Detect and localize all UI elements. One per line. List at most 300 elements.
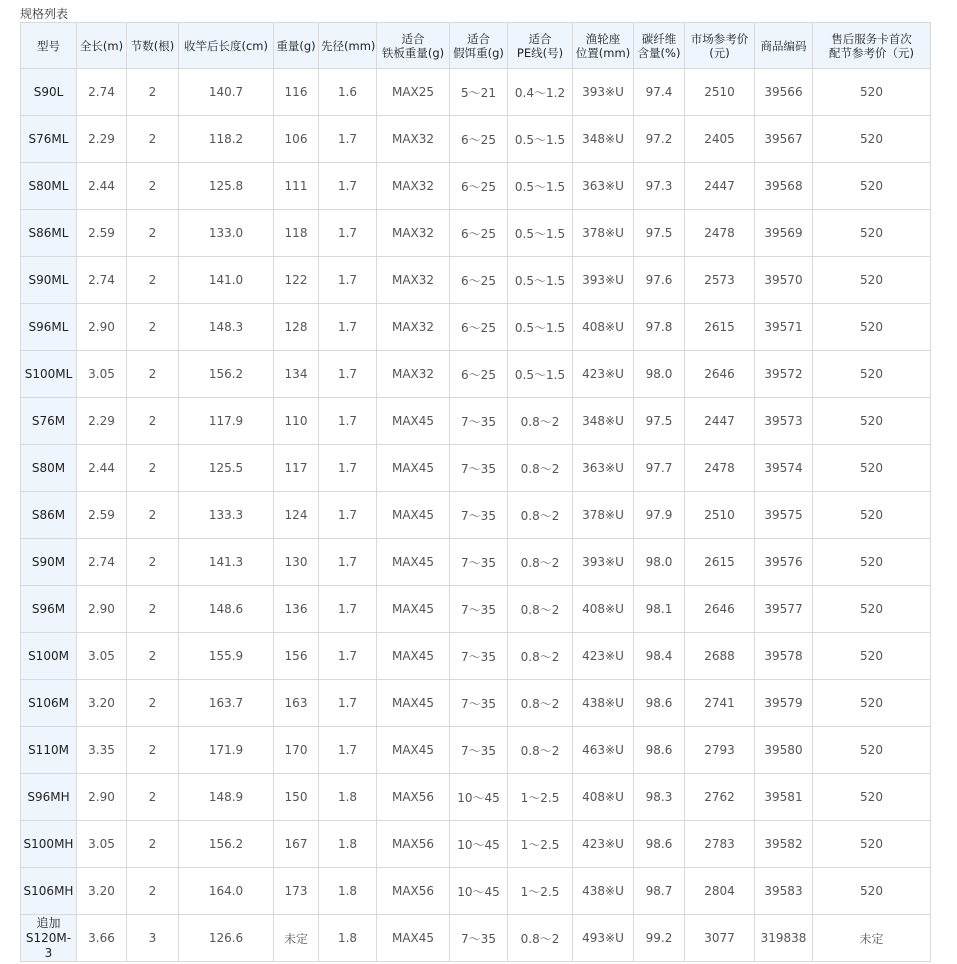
table-cell: 393※U [573, 539, 634, 586]
table-row [21, 680, 931, 727]
column-header: 收竿后长度(cm) [179, 23, 274, 69]
table-cell: 0.5～1.5 [508, 210, 573, 257]
table-cell: 98.0 [634, 539, 685, 586]
table-cell: 39574 [755, 445, 813, 492]
table-cell: 2741 [685, 680, 755, 727]
table-cell: 97.7 [634, 445, 685, 492]
table-cell: 520 [813, 210, 931, 257]
table-cell: 520 [813, 304, 931, 351]
table-cell: 0.8～2 [508, 539, 573, 586]
table-cell: 148.9 [179, 774, 274, 821]
table-cell: 156.2 [179, 821, 274, 868]
table-cell: 39577 [755, 586, 813, 633]
table-cell: 2 [127, 304, 179, 351]
table-cell: MAX45 [377, 915, 450, 962]
table-cell: 98.7 [634, 868, 685, 915]
table-cell: 7～35 [450, 445, 508, 492]
table-cell: 6～25 [450, 304, 508, 351]
table-cell: 97.4 [634, 69, 685, 116]
column-header: 适合 铁板重量(g) [377, 23, 450, 69]
table-cell: 0.8～2 [508, 915, 573, 962]
table-cell: 128 [274, 304, 319, 351]
table-cell: 2615 [685, 539, 755, 586]
table-cell: 10～45 [450, 774, 508, 821]
table-cell: 2405 [685, 116, 755, 163]
table-cell: 3077 [685, 915, 755, 962]
table-cell: 0.8～2 [508, 633, 573, 680]
model-cell: S96MH [21, 774, 77, 821]
table-cell: 1.7 [319, 351, 377, 398]
table-cell: 2573 [685, 257, 755, 304]
table-cell: 2.90 [77, 304, 127, 351]
model-cell: S106M [21, 680, 77, 727]
table-row [21, 304, 931, 351]
table-cell: MAX45 [377, 633, 450, 680]
table-cell: 2478 [685, 445, 755, 492]
table-cell: 2783 [685, 821, 755, 868]
table-cell: 117.9 [179, 398, 274, 445]
table-cell: 116 [274, 69, 319, 116]
table-cell: 1.7 [319, 539, 377, 586]
model-cell: S110M [21, 727, 77, 774]
table-cell: 408※U [573, 586, 634, 633]
table-cell: 0.5～1.5 [508, 257, 573, 304]
table-cell: 520 [813, 116, 931, 163]
table-cell: 133.3 [179, 492, 274, 539]
table-cell: 98.4 [634, 633, 685, 680]
table-cell: 2 [127, 398, 179, 445]
table-cell: 493※U [573, 915, 634, 962]
table-cell: 520 [813, 257, 931, 304]
table-cell: 2 [127, 774, 179, 821]
table-cell: 140.7 [179, 69, 274, 116]
table-caption: 规格列表 [20, 7, 69, 21]
table-row [21, 163, 931, 210]
table-row [21, 586, 931, 633]
table-cell: 3.05 [77, 351, 127, 398]
model-cell: S106MH [21, 868, 77, 915]
table-cell: 7～35 [450, 586, 508, 633]
table-cell: 39580 [755, 727, 813, 774]
table-cell: 110 [274, 398, 319, 445]
table-cell: 7～35 [450, 492, 508, 539]
table-cell: 1.8 [319, 774, 377, 821]
table-cell: 39570 [755, 257, 813, 304]
table-cell: 2 [127, 351, 179, 398]
model-cell: S96M [21, 586, 77, 633]
table-cell: 97.3 [634, 163, 685, 210]
table-cell: 2.44 [77, 445, 127, 492]
table-row [21, 633, 931, 680]
table-cell: 148.6 [179, 586, 274, 633]
table-cell: 1～2.5 [508, 821, 573, 868]
table-cell: 378※U [573, 210, 634, 257]
table-cell: 520 [813, 163, 931, 210]
table-cell: 3.20 [77, 680, 127, 727]
table-cell: 2.90 [77, 586, 127, 633]
table-cell: 148.3 [179, 304, 274, 351]
table-row [21, 492, 931, 539]
table-cell: 520 [813, 398, 931, 445]
table-cell: 2510 [685, 492, 755, 539]
table-cell: 2688 [685, 633, 755, 680]
table-cell: MAX32 [377, 304, 450, 351]
table-cell: 97.6 [634, 257, 685, 304]
table-cell: 98.6 [634, 727, 685, 774]
table-cell: 97.8 [634, 304, 685, 351]
table-cell: 97.9 [634, 492, 685, 539]
table-cell: 2.59 [77, 210, 127, 257]
column-header: 市场参考价 (元) [685, 23, 755, 69]
table-cell: 0.8～2 [508, 727, 573, 774]
table-cell: 2646 [685, 351, 755, 398]
table-cell: 1.8 [319, 821, 377, 868]
column-header: 适合 PE线(号) [508, 23, 573, 69]
table-row [21, 821, 931, 868]
table-cell: 97.5 [634, 398, 685, 445]
table-cell: MAX32 [377, 116, 450, 163]
table-cell: 136 [274, 586, 319, 633]
table-cell: 1.7 [319, 680, 377, 727]
table-cell: 2 [127, 821, 179, 868]
table-cell: 1.7 [319, 586, 377, 633]
table-cell: 164.0 [179, 868, 274, 915]
table-cell: 408※U [573, 304, 634, 351]
table-cell: 170 [274, 727, 319, 774]
table-cell: 6～25 [450, 210, 508, 257]
table-cell: 2 [127, 116, 179, 163]
table-cell: MAX32 [377, 210, 450, 257]
table-cell: 423※U [573, 821, 634, 868]
table-cell: 378※U [573, 492, 634, 539]
table-cell: 7～35 [450, 727, 508, 774]
table-cell: 3 [127, 915, 179, 962]
table-cell: 118 [274, 210, 319, 257]
table-row [21, 351, 931, 398]
table-cell: 125.5 [179, 445, 274, 492]
table-cell: 39575 [755, 492, 813, 539]
table-cell: 1.7 [319, 398, 377, 445]
table-cell: 1.7 [319, 257, 377, 304]
table-row [21, 868, 931, 915]
table-cell: 1.7 [319, 492, 377, 539]
table-cell: 98.6 [634, 821, 685, 868]
table-cell: 520 [813, 868, 931, 915]
table-cell: 393※U [573, 257, 634, 304]
model-cell: S100ML [21, 351, 77, 398]
table-cell: MAX45 [377, 398, 450, 445]
table-cell: 125.8 [179, 163, 274, 210]
table-cell: 0.8～2 [508, 492, 573, 539]
column-header: 节数(根) [127, 23, 179, 69]
model-cell: S96ML [21, 304, 77, 351]
model-cell: S76M [21, 398, 77, 445]
table-cell: 111 [274, 163, 319, 210]
table-cell: 126.6 [179, 915, 274, 962]
table-cell: 130 [274, 539, 319, 586]
table-cell: 520 [813, 351, 931, 398]
table-cell: 6～25 [450, 163, 508, 210]
table-cell: 98.6 [634, 680, 685, 727]
table-cell: 134 [274, 351, 319, 398]
table-cell: 1～2.5 [508, 774, 573, 821]
table-cell: 520 [813, 774, 931, 821]
table-cell: 2 [127, 257, 179, 304]
table-cell: 124 [274, 492, 319, 539]
table-cell: 7～35 [450, 680, 508, 727]
model-cell: S90L [21, 69, 77, 116]
table-cell: 39582 [755, 821, 813, 868]
table-cell: MAX45 [377, 727, 450, 774]
header-row [21, 23, 931, 69]
table-cell: 163 [274, 680, 319, 727]
table-cell: MAX56 [377, 868, 450, 915]
table-cell: 167 [274, 821, 319, 868]
table-row [21, 398, 931, 445]
table-cell: 319838 [755, 915, 813, 962]
table-cell: 0.8～2 [508, 445, 573, 492]
table-cell: 2478 [685, 210, 755, 257]
table-cell: 150 [274, 774, 319, 821]
table-cell: MAX45 [377, 586, 450, 633]
table-cell: 363※U [573, 163, 634, 210]
table-cell: 10～45 [450, 821, 508, 868]
table-cell: 39568 [755, 163, 813, 210]
table-row [21, 257, 931, 304]
table-cell: 3.35 [77, 727, 127, 774]
column-header: 全长(m) [77, 23, 127, 69]
model-cell: S90ML [21, 257, 77, 304]
table-cell: 520 [813, 680, 931, 727]
table-cell: 2 [127, 586, 179, 633]
table-cell: 2 [127, 492, 179, 539]
table-cell: 98.3 [634, 774, 685, 821]
table-cell: 1.7 [319, 445, 377, 492]
table-row [21, 69, 931, 116]
table-cell: 0.8～2 [508, 398, 573, 445]
table-cell: 5～21 [450, 69, 508, 116]
table-cell: 2646 [685, 586, 755, 633]
table-cell: 39566 [755, 69, 813, 116]
table-cell: 141.0 [179, 257, 274, 304]
table-cell: 39573 [755, 398, 813, 445]
table-cell: 363※U [573, 445, 634, 492]
table-cell: 520 [813, 821, 931, 868]
model-cell: S76ML [21, 116, 77, 163]
table-cell: 2.90 [77, 774, 127, 821]
table-cell: 520 [813, 586, 931, 633]
column-header: 商品编码 [755, 23, 813, 69]
column-header: 重量(g) [274, 23, 319, 69]
table-cell: 2615 [685, 304, 755, 351]
spec-table [20, 22, 931, 962]
table-cell: 7～35 [450, 539, 508, 586]
table-cell: MAX32 [377, 351, 450, 398]
table-cell: 98.1 [634, 586, 685, 633]
table-cell: 171.9 [179, 727, 274, 774]
table-cell: 156 [274, 633, 319, 680]
table-cell: 0.8～2 [508, 680, 573, 727]
table-cell: 520 [813, 492, 931, 539]
table-cell: MAX45 [377, 539, 450, 586]
column-header: 适合 假饵重(g) [450, 23, 508, 69]
table-cell: 3.66 [77, 915, 127, 962]
column-header: 碳纤维 含量(%) [634, 23, 685, 69]
model-cell: S80ML [21, 163, 77, 210]
table-cell: 163.7 [179, 680, 274, 727]
table-cell: 2 [127, 539, 179, 586]
table-cell: 438※U [573, 868, 634, 915]
table-cell: 39569 [755, 210, 813, 257]
table-cell: 463※U [573, 727, 634, 774]
table-cell: 未定 [813, 915, 931, 962]
table-cell: 2.74 [77, 257, 127, 304]
table-cell: 97.5 [634, 210, 685, 257]
table-cell: 520 [813, 445, 931, 492]
table-cell: MAX56 [377, 774, 450, 821]
model-cell: S100MH [21, 821, 77, 868]
table-cell: 1.8 [319, 868, 377, 915]
table-cell: 3.05 [77, 821, 127, 868]
table-cell: 2 [127, 868, 179, 915]
table-row [21, 210, 931, 257]
table-row [21, 116, 931, 163]
model-cell: 追加 S120M-3 [21, 915, 77, 962]
table-cell: 0.8～2 [508, 586, 573, 633]
table-cell: 7～35 [450, 915, 508, 962]
table-cell: 7～35 [450, 633, 508, 680]
table-cell: 520 [813, 539, 931, 586]
table-cell: 122 [274, 257, 319, 304]
table-cell: 39583 [755, 868, 813, 915]
table-cell: 106 [274, 116, 319, 163]
table-cell: 173 [274, 868, 319, 915]
table-cell: 438※U [573, 680, 634, 727]
table-cell: 117 [274, 445, 319, 492]
table-cell: 520 [813, 633, 931, 680]
table-cell: 141.3 [179, 539, 274, 586]
table-cell: 98.0 [634, 351, 685, 398]
table-cell: 0.5～1.5 [508, 163, 573, 210]
model-cell: S80M [21, 445, 77, 492]
table-row [21, 445, 931, 492]
table-row [21, 774, 931, 821]
column-header: 渔轮座 位置(mm) [573, 23, 634, 69]
table-cell: 2.59 [77, 492, 127, 539]
table-cell: 2510 [685, 69, 755, 116]
table-cell: 2 [127, 445, 179, 492]
table-cell: MAX45 [377, 445, 450, 492]
column-header: 先径(mm) [319, 23, 377, 69]
table-cell: 39581 [755, 774, 813, 821]
model-cell: S90M [21, 539, 77, 586]
table-cell: 97.2 [634, 116, 685, 163]
table-cell: 3.20 [77, 868, 127, 915]
table-cell: 155.9 [179, 633, 274, 680]
table-cell: MAX45 [377, 492, 450, 539]
table-cell: 520 [813, 727, 931, 774]
table-cell: 3.05 [77, 633, 127, 680]
table-cell: 2 [127, 163, 179, 210]
table-cell: 1.6 [319, 69, 377, 116]
model-cell: S86M [21, 492, 77, 539]
table-cell: 6～25 [450, 257, 508, 304]
table-cell: 39578 [755, 633, 813, 680]
table-cell: 133.0 [179, 210, 274, 257]
table-cell: 39572 [755, 351, 813, 398]
table-cell: 348※U [573, 116, 634, 163]
table-cell: 2.44 [77, 163, 127, 210]
table-cell: 2.29 [77, 116, 127, 163]
table-cell: 0.5～1.5 [508, 351, 573, 398]
column-header: 售后服务卡首次 配节参考价（元) [813, 23, 931, 69]
table-cell: 2 [127, 633, 179, 680]
table-cell: 7～35 [450, 398, 508, 445]
table-cell: 2.74 [77, 539, 127, 586]
table-cell: 1.7 [319, 304, 377, 351]
table-cell: 1～2.5 [508, 868, 573, 915]
model-cell: S86ML [21, 210, 77, 257]
table-cell: 1.7 [319, 633, 377, 680]
table-cell: 408※U [573, 774, 634, 821]
table-cell: 156.2 [179, 351, 274, 398]
table-cell: MAX32 [377, 163, 450, 210]
table-cell: 39571 [755, 304, 813, 351]
table-cell: 2.29 [77, 398, 127, 445]
model-cell: S100M [21, 633, 77, 680]
table-cell: 393※U [573, 69, 634, 116]
table-cell: 423※U [573, 633, 634, 680]
table-cell: 118.2 [179, 116, 274, 163]
table-cell: 1.7 [319, 116, 377, 163]
table-cell: 2762 [685, 774, 755, 821]
table-row [21, 539, 931, 586]
table-cell: 39567 [755, 116, 813, 163]
table-cell: MAX25 [377, 69, 450, 116]
table-cell: 2804 [685, 868, 755, 915]
table-cell: MAX45 [377, 680, 450, 727]
table-cell: 2793 [685, 727, 755, 774]
table-cell: 1.7 [319, 163, 377, 210]
table-row [21, 915, 931, 962]
table-cell: 0.5～1.5 [508, 116, 573, 163]
table-cell: 2 [127, 680, 179, 727]
table-cell: 2 [127, 727, 179, 774]
table-cell: 39576 [755, 539, 813, 586]
table-cell: 423※U [573, 351, 634, 398]
table-cell: 1.7 [319, 210, 377, 257]
table-cell: 2.74 [77, 69, 127, 116]
table-cell: 2 [127, 69, 179, 116]
table-cell: 未定 [274, 915, 319, 962]
table-row [21, 727, 931, 774]
table-cell: 520 [813, 69, 931, 116]
table-cell: 2447 [685, 163, 755, 210]
table-cell: 6～25 [450, 351, 508, 398]
table-cell: 2447 [685, 398, 755, 445]
table-cell: 0.4～1.2 [508, 69, 573, 116]
table-cell: 10～45 [450, 868, 508, 915]
table-cell: 99.2 [634, 915, 685, 962]
table-cell: 1.8 [319, 915, 377, 962]
table-cell: MAX32 [377, 257, 450, 304]
table-cell: 2 [127, 210, 179, 257]
table-cell: 6～25 [450, 116, 508, 163]
table-cell: 348※U [573, 398, 634, 445]
column-header: 型号 [21, 23, 77, 69]
table-cell: 39579 [755, 680, 813, 727]
table-cell: 0.5～1.5 [508, 304, 573, 351]
